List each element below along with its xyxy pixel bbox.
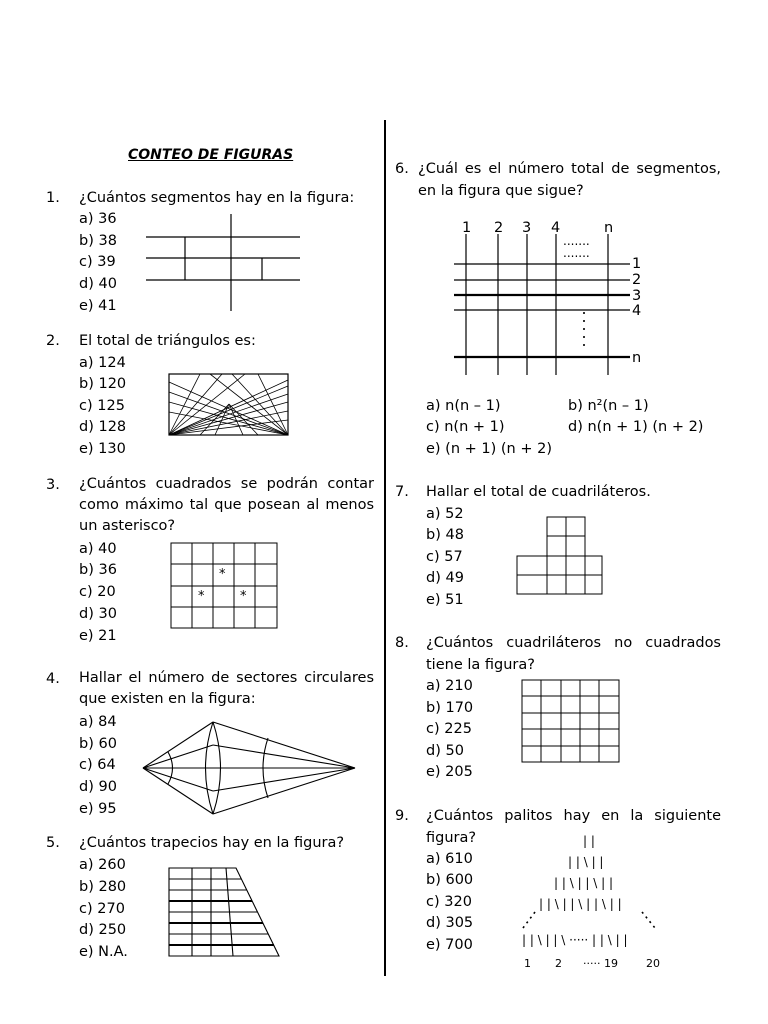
q6-dots: ....... bbox=[563, 234, 590, 248]
q6-col-label: 4 bbox=[551, 220, 561, 236]
q6-option-d: d) n(n + 1) (n + 2) bbox=[568, 419, 704, 435]
q9-option-b: b) 600 bbox=[426, 872, 474, 888]
q6-row-label: 3 bbox=[632, 288, 642, 304]
q5-option-c: c) 270 bbox=[79, 901, 125, 917]
q1-option-d: d) 40 bbox=[79, 276, 117, 292]
q6-row-label: n bbox=[632, 350, 642, 366]
q4-option-e: e) 95 bbox=[79, 801, 117, 817]
question-3-text: ¿Cuántos cuadrados se podrán contar como máximo tal que posean al menos un asterisco? bbox=[79, 476, 374, 534]
question-7-text: Hallar el total de cuadriláteros. bbox=[426, 484, 651, 500]
q9-pyramid-row: | | \ | | \ ····· | | \ | | bbox=[522, 933, 628, 947]
q3-option-d: d) 30 bbox=[79, 606, 117, 622]
asterisk-mark: * bbox=[219, 567, 226, 582]
q5-option-d: d) 250 bbox=[79, 922, 127, 938]
q2-option-d: d) 128 bbox=[79, 419, 127, 435]
q6-col-label: 3 bbox=[522, 220, 532, 236]
q6-row-label: 4 bbox=[632, 303, 642, 319]
q7-option-e: e) 51 bbox=[426, 592, 464, 608]
q3-option-a: a) 40 bbox=[79, 541, 117, 557]
q4-option-d: d) 90 bbox=[79, 779, 117, 795]
q6-option-c: c) n(n + 1) bbox=[426, 419, 505, 435]
q1-option-e: e) 41 bbox=[79, 298, 117, 314]
question-1-number: 1. bbox=[46, 190, 60, 206]
q3-option-b: b) 36 bbox=[79, 562, 117, 578]
q8-option-d: d) 50 bbox=[426, 743, 464, 759]
q9-bottom-label: 2 bbox=[555, 957, 562, 970]
question-4-text: Hallar el número de sectores circulares que existen en la figura: bbox=[79, 670, 374, 707]
q2-option-e: e) 130 bbox=[79, 441, 126, 457]
question-1-text: ¿Cuántos segmentos hay en la figura: bbox=[79, 190, 355, 206]
question-9-number: 9. bbox=[395, 808, 409, 824]
q8-option-a: a) 210 bbox=[426, 678, 473, 694]
q5-option-a: a) 260 bbox=[79, 857, 126, 873]
q6-row-label: 1 bbox=[632, 256, 642, 272]
q7-option-a: a) 52 bbox=[426, 506, 464, 522]
question-5-text: ¿Cuántos trapecios hay en la figura? bbox=[79, 835, 345, 851]
q1-option-b: b) 38 bbox=[79, 233, 117, 249]
q7-option-b: b) 48 bbox=[426, 527, 464, 543]
q6-option-a: a) n(n – 1) bbox=[426, 398, 501, 414]
q2-option-c: c) 125 bbox=[79, 398, 125, 414]
q8-option-c: c) 225 bbox=[426, 721, 472, 737]
question-3-number: 3. bbox=[46, 477, 60, 493]
q6-option-e: e) (n + 1) (n + 2) bbox=[426, 441, 552, 457]
q4-option-c: c) 64 bbox=[79, 757, 116, 773]
asterisk-mark: * bbox=[198, 589, 205, 604]
q4-option-a: a) 84 bbox=[79, 714, 117, 730]
q9-option-d: d) 305 bbox=[426, 915, 474, 931]
q2-option-b: b) 120 bbox=[79, 376, 127, 392]
q6-col-label: n bbox=[604, 220, 614, 236]
q5-option-e: e) N.A. bbox=[79, 944, 128, 960]
q9-pyramid-row: | | \ | | bbox=[568, 855, 604, 869]
question-8-text: ¿Cuántos cuadriláteros no cuadrados tiene la figura? bbox=[426, 635, 721, 673]
question-6-text: ¿Cuál es el número total de segmentos, en la figura que sigue? bbox=[418, 161, 721, 199]
q8-option-b: b) 170 bbox=[426, 700, 474, 716]
q9-pyramid-row: | | \ | | \ | | bbox=[554, 876, 614, 890]
question-4-number: 4. bbox=[46, 671, 60, 687]
q1-option-c: c) 39 bbox=[79, 254, 116, 270]
q9-pyramid-row: | | \ | | \ | | \ | | bbox=[539, 897, 622, 911]
page-title: CONTEO DE FIGURAS bbox=[128, 147, 294, 163]
question-2-text: El total de triángulos es: bbox=[79, 333, 256, 349]
q6-option-b: b) n²(n – 1) bbox=[568, 398, 649, 414]
q6-dots: ....... bbox=[563, 246, 590, 260]
q1-option-a: a) 36 bbox=[79, 211, 117, 227]
q9-option-e: e) 700 bbox=[426, 937, 473, 953]
q9-bottom-label: ····· 19 bbox=[583, 957, 618, 970]
q9-option-c: c) 320 bbox=[426, 894, 472, 910]
q6-col-label: 2 bbox=[494, 220, 504, 236]
question-8-number: 8. bbox=[395, 635, 409, 651]
q9-option-a: a) 610 bbox=[426, 851, 473, 867]
q6-row-label: 2 bbox=[632, 272, 642, 288]
q3-option-e: e) 21 bbox=[79, 628, 117, 644]
q9-bottom-label: 1 bbox=[524, 957, 531, 970]
question-5-number: 5. bbox=[46, 835, 60, 851]
q3-option-c: c) 20 bbox=[79, 584, 116, 600]
q7-option-d: d) 49 bbox=[426, 570, 464, 586]
q7-option-c: c) 57 bbox=[426, 549, 463, 565]
question-7-number: 7. bbox=[395, 484, 409, 500]
question-2-number: 2. bbox=[46, 333, 60, 349]
question-6-number: 6. bbox=[395, 161, 409, 177]
q5-option-b: b) 280 bbox=[79, 879, 127, 895]
asterisk-mark: * bbox=[240, 589, 247, 604]
q6-col-label: 1 bbox=[462, 220, 472, 236]
q8-option-e: e) 205 bbox=[426, 764, 473, 780]
q4-option-b: b) 60 bbox=[79, 736, 117, 752]
question-9-text: ¿Cuántos palitos hay en la siguiente figura? bbox=[426, 808, 721, 846]
q9-bottom-label: 20 bbox=[646, 957, 660, 970]
q9-pyramid-row: | | bbox=[583, 834, 595, 848]
q2-option-a: a) 124 bbox=[79, 355, 126, 371]
